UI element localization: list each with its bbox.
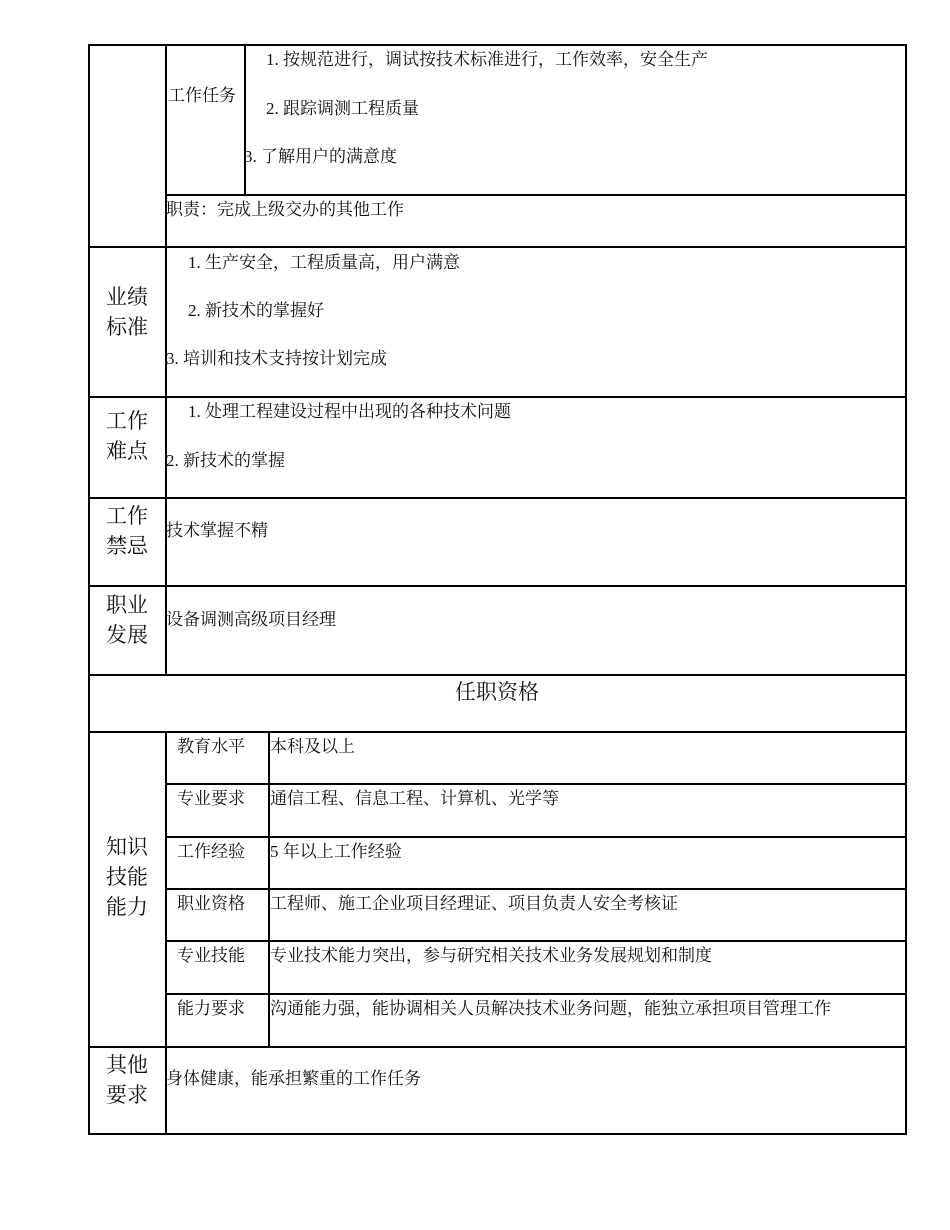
qualification-row-label: 专业技能 xyxy=(177,946,245,965)
qualification-row-value: 本科及以上 xyxy=(270,737,355,756)
qualification-row-label: 工作经验 xyxy=(177,842,245,861)
qualification-row-value: 专业技术能力突出，参与研究相关技术业务发展规划和制度 xyxy=(270,946,712,965)
other-requirements-label: 其他 要求 xyxy=(106,1053,148,1107)
qualifications-group-label: 知识 技能 能力 xyxy=(106,835,148,919)
other-requirements-text: 身体健康，能承担繁重的工作任务 xyxy=(166,1069,421,1088)
career-text: 设备调测高级项目经理 xyxy=(166,610,336,629)
qualification-row-value: 工程师、施工企业项目经理证、项目负责人安全考核证 xyxy=(270,894,678,913)
qualification-row-label: 职业资格 xyxy=(177,894,245,913)
career-label: 职业 发展 xyxy=(106,593,148,647)
other-duty-text: 职责：完成上级交办的其他工作 xyxy=(166,200,404,219)
qualification-row-value: 通信工程、信息工程、计算机、光学等 xyxy=(270,789,559,808)
performance-item: 2. 新技术的掌握好 xyxy=(188,301,324,320)
difficulty-item: 2. 新技术的掌握 xyxy=(166,451,285,470)
performance-item: 3. 培训和技术支持按计划完成 xyxy=(166,349,387,368)
performance-label: 业绩 标准 xyxy=(106,285,148,339)
qualification-row-value: 5 年以上工作经验 xyxy=(270,842,402,861)
performance-item: 1. 生产安全，工程质量高，用户满意 xyxy=(188,253,460,272)
qualification-row-label: 教育水平 xyxy=(177,737,245,756)
difficulty-item: 1. 处理工程建设过程中出现的各种技术问题 xyxy=(188,402,511,421)
task-item: 2. 跟踪调测工程质量 xyxy=(266,99,419,118)
qualification-row-value: 沟通能力强，能协调相关人员解决技术业务问题，能独立承担项目管理工作 xyxy=(270,999,831,1018)
task-item: 1. 按规范进行，调试按技术标准进行，工作效率，安全生产 xyxy=(266,50,708,69)
qualification-row-label: 能力要求 xyxy=(177,999,245,1018)
qualification-row-label: 专业要求 xyxy=(177,789,245,808)
difficulties-label: 工作 难点 xyxy=(106,409,148,463)
taboos-text: 技术掌握不精 xyxy=(166,521,268,540)
task-label: 工作任务 xyxy=(168,86,236,105)
qualifications-title: 任职资格 xyxy=(455,680,539,704)
taboos-label: 工作 禁忌 xyxy=(106,504,148,558)
task-item: 3. 了解用户的满意度 xyxy=(244,147,397,166)
